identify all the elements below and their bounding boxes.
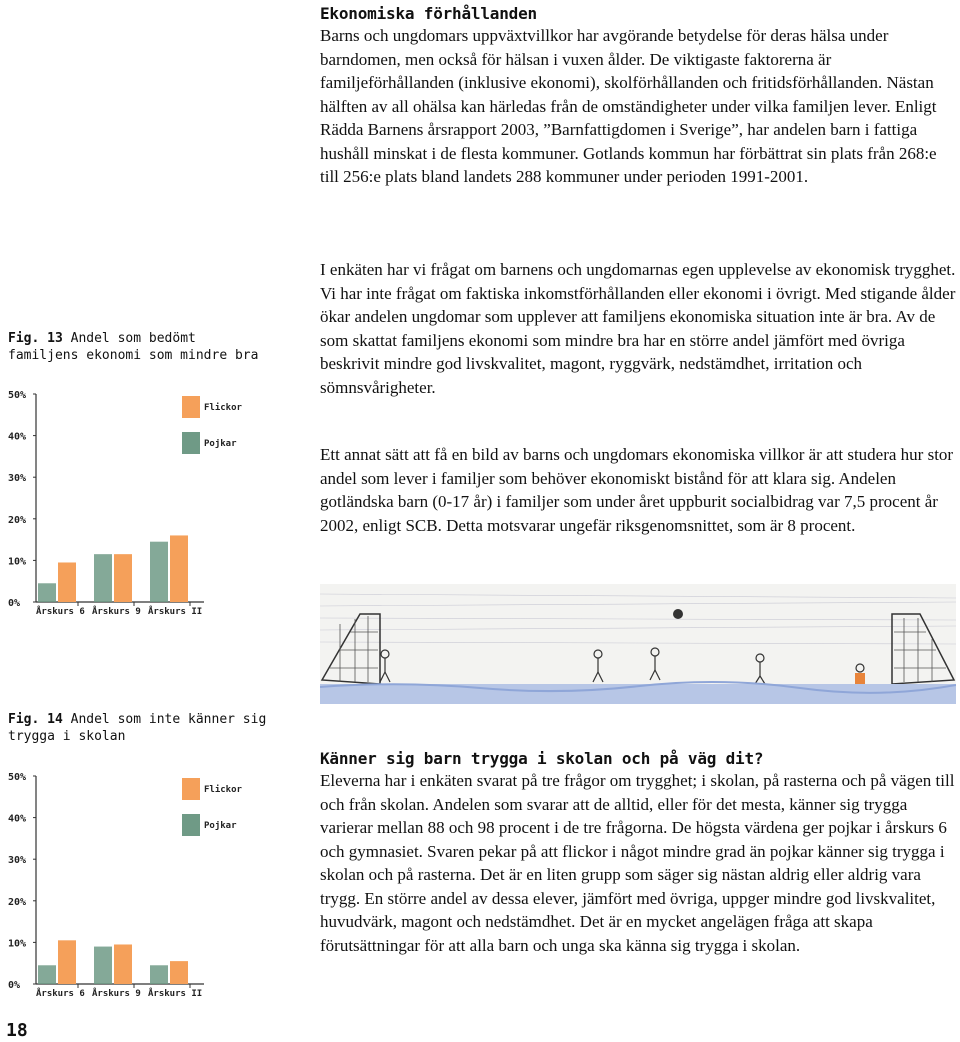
legend-label: Pojkar [204, 821, 237, 831]
bar-flickor [58, 940, 76, 984]
x-tick-label: Årskurs 6 [36, 989, 85, 999]
legend-swatch [182, 432, 200, 454]
bar-flickor [114, 554, 132, 602]
legend-swatch [182, 814, 200, 836]
section-heading-ekonomi: Ekonomiska förhållanden [320, 4, 537, 23]
bar-pojkar [38, 583, 56, 602]
page-number: 18 [6, 1020, 28, 1041]
y-tick-label: 10% [8, 938, 27, 950]
paragraph: Barns och ungdomars uppväxtvillkor har avgörande betydelse för deras hälsa under barndomen, men också för hälsan i vuxen ålder. De viktigaste faktorerna är familjeförhållanden (inklusive ekonomi), skolförhållanden och fritidsförhållanden. Nästan hälften av all ohälsa kan härledas från de omständigheter under vilka familjen lever. Enligt Rädda Barnens årsrapport 2003, ”Barnfattigdomen i Sverige”, har andelen barn i fattiga hushåll minskat i de flesta kommuner. Gotlands kommun har förbättrat sin plats från 268:e till 256:e plats bland landets 288 kommuner under perioden 1991-2001. [320, 26, 937, 186]
y-tick-label: 0% [8, 598, 21, 609]
figure-label: Fig. 13 [8, 331, 63, 346]
bar-chart-fig13 [4, 382, 244, 622]
paragraph: Ett annat sätt att få en bild av barns och ungdomars ekonomiska villkor är att studera hur stor andel som lever i familjer som behöver ekonomiskt bistånd för att klara sig. Andelen gotländska barn (0-17 år) i familjer som under året uppburit socialbidrag var 7,5 procent år 2002, enligt SCB. Detta motsvarar ungefär riksgenomsnittet, som är 8 procent. [320, 445, 954, 535]
bar-pojkar [38, 965, 56, 984]
x-tick-label: Årskurs 6 [36, 607, 85, 617]
figure-caption-text: Andel som bedömt familjens ekonomi som mindre bra [8, 331, 259, 363]
bar-pojkar [150, 965, 168, 984]
bar-flickor [170, 961, 188, 984]
y-tick-label: 30% [8, 473, 27, 485]
bar-chart-fig14 [4, 764, 244, 1004]
ball-icon [673, 609, 683, 619]
figure-caption [8, 330, 268, 364]
y-tick-label: 40% [8, 431, 27, 443]
y-tick-label: 40% [8, 813, 27, 825]
legend-label: Flickor [204, 785, 242, 795]
section-heading-trygghet: Känner sig barn trygga i skolan och på väg dit? [320, 749, 764, 768]
y-tick-label: 30% [8, 855, 27, 867]
child-drawing-football [320, 584, 956, 704]
legend-label: Flickor [204, 403, 242, 413]
y-tick-label: 20% [8, 514, 27, 526]
figure-caption-text: Andel som inte känner sig trygga i skolan [8, 712, 267, 744]
bar-pojkar [94, 947, 112, 984]
figure-caption [8, 711, 268, 745]
y-tick-label: 50% [8, 390, 27, 401]
x-tick-label: Årskurs II [148, 989, 203, 999]
paragraph: I enkäten har vi frågat om barnens och ungdomarnas egen upplevelse av ekonomisk trygghet. Vi har inte frågat om faktiska inkomstförhållanden eller ekonomi i övrigt. Med stigande ålder ökar andelen ungdomar som upplever att familjens ekonomiska situation inte är bra. Av de som skattat familjens ekonomi som mindre bra har en större andel jämfört med övriga beskrivit mindre god livskvalitet, magont, ryggvärk, nedstämdhet, irritation och sömnsvårigheter. [320, 260, 956, 397]
y-tick-label: 50% [8, 772, 27, 783]
legend-swatch [182, 778, 200, 800]
figure-label: Fig. 14 [8, 712, 63, 727]
x-tick-label: Årskurs 9 [92, 989, 141, 999]
x-tick-label: Årskurs II [148, 607, 203, 617]
legend-swatch [182, 396, 200, 418]
bar-flickor [58, 562, 76, 602]
bar-flickor [170, 535, 188, 602]
bar-flickor [114, 944, 132, 984]
x-tick-label: Årskurs 9 [92, 607, 141, 617]
y-tick-label: 0% [8, 980, 21, 991]
y-tick-label: 10% [8, 556, 27, 568]
y-tick-label: 20% [8, 896, 27, 908]
legend-label: Pojkar [204, 439, 237, 449]
bar-pojkar [94, 554, 112, 602]
bar-pojkar [150, 542, 168, 602]
paragraph: Eleverna har i enkäten svarat på tre frågor om trygghet; i skolan, på rasterna och på vägen till och från skolan. Andelen som svarar att de alltid, eller för det mesta, känner sig trygga varierar mellan 88 och 98 procent i de tre frågorna. De högsta värdena ger pojkar i årskurs 6 och gymnasiet. Svaren pekar på att flickor i något mindre grad än pojkar känner sig trygga i skolan och på rasterna. Det är en liten grupp som säger sig nästan aldrig eller aldrig vara trygg. En större andel av dessa elever, jämfört med övriga, uppger mindre god livskvalitet, huvudvärk, magont och nedstämdhet. Det är en mycket angelägen fråga att skapa förutsättningar för att alla barn och unga ska känna sig trygga i skolan. [320, 771, 955, 955]
